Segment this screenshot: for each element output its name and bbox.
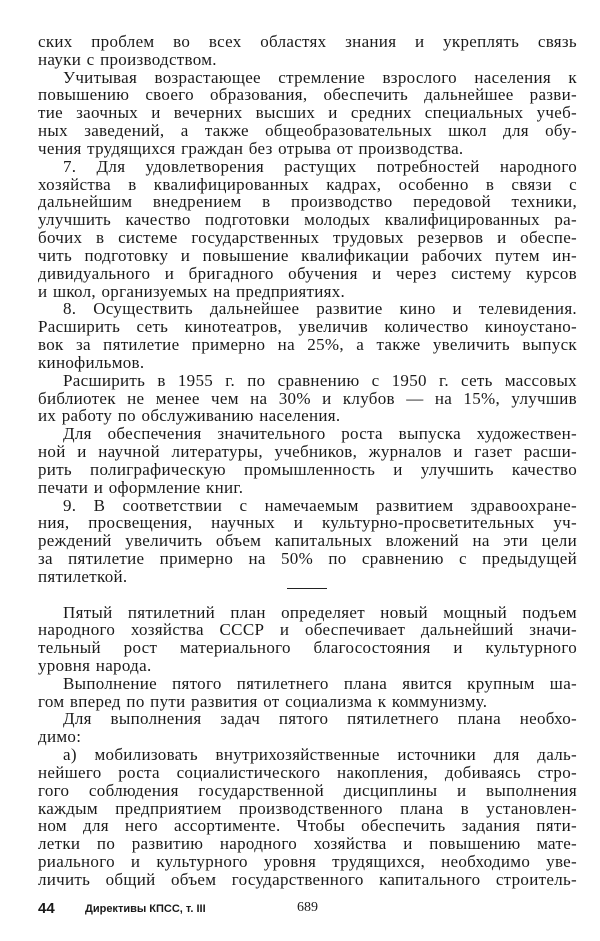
book-title: Директивы КПСС, т. III: [85, 903, 206, 915]
text-line: Для обеспечения значительного роста выпуска художествен-: [63, 424, 577, 444]
paragraph: [38, 158, 577, 301]
paragraph: [38, 675, 577, 711]
text-line: Расширить сеть кинотеатров, увеличив количество киноустано-: [38, 317, 577, 337]
paragraph: [38, 300, 577, 371]
text-line: улучшить качество подготовки молодых квалифицированных ра-: [38, 210, 577, 230]
text-line: науки с производством.: [38, 49, 217, 69]
text-line: печати и оформление книг.: [38, 477, 244, 497]
text-line: летки по развитию народного хозяйства и повышению мате-: [38, 834, 577, 854]
paragraph: [38, 746, 577, 889]
text-line: Учитывая возрастающее стремление взрослого населения к: [63, 67, 577, 87]
text-line: бочих в системе государственных трудовых резервов и обеспе-: [38, 228, 577, 248]
paragraph: [38, 497, 577, 586]
text-line: Пятый пятилетний план определяет новый мощный подъем: [63, 602, 577, 622]
text-line: чения трудящихся граждан без отрыва от производства.: [38, 138, 464, 158]
page-number: 689: [297, 900, 318, 915]
paragraph: [38, 710, 577, 746]
section-divider: [38, 586, 577, 604]
text-line: ния, просвещения, научных и культурно-просветительных уч-: [38, 513, 577, 533]
text-line: нейшего роста социалистического накопления, добиваясь стро-: [38, 762, 577, 782]
text-line: а) мобилизовать внутрихозяйственные источники для даль-: [63, 745, 577, 765]
text-line: тие заочных и вечерних высших и средних специальных учеб-: [38, 103, 577, 123]
text-line: Для выполнения задач пятого пятилетнего плана необхо-: [63, 709, 577, 729]
text-line: ном для него ассортименте. Чтобы обеспечить задания пяти-: [38, 816, 577, 836]
text-line: 7. Для удовлетворения растущих потребностей народного: [63, 156, 577, 176]
page-footer: [38, 900, 577, 918]
text-line: Расширить в 1955 г. по сравнению с 1950 г. сеть массовых: [63, 370, 577, 390]
text-line: ных заведений, а также общеобразовательных школ для обу-: [38, 121, 577, 141]
text-line: рить полиграфическую промышленность и улучшить качество: [38, 459, 577, 479]
text-line: 8. Осуществить дальнейшее развитие кино и телевидения.: [63, 299, 577, 319]
text-line: Выполнение пятого пятилетнего плана явится крупным ша-: [63, 673, 577, 693]
divider-rule: [287, 588, 327, 589]
text-line: уровня народа.: [38, 655, 152, 675]
text-line: реждений увеличить объем капитальных вложений на эти цели: [38, 531, 577, 551]
text-line: гом вперед по пути развития от социализма к коммунизму.: [38, 691, 488, 711]
text-line: библиотек не менее чем на 30% и клубов — на 15%, улучшив: [38, 388, 577, 408]
paragraph: [38, 69, 577, 158]
text-line: и школ, организуемых на предприятиях.: [38, 281, 346, 301]
text-line: чить подготовку и повышение квалификации рабочих путем ин-: [38, 245, 577, 265]
text-line: ских проблем во всех областях знания и укреплять связь: [38, 32, 577, 51]
text-line: гого соблюдения государственной дисциплины и выполнения: [38, 780, 577, 800]
text-line: дальнейшим внедрением в производство передовой техники,: [38, 192, 577, 212]
signature-mark: 44: [38, 900, 55, 917]
text-line: пятилеткой.: [38, 566, 128, 586]
text-line: каждым предприятием производственного плана в установлен-: [38, 798, 577, 818]
text-line: хозяйства в квалифицированных кадрах, особенно в связи с: [38, 174, 577, 194]
text-line: народного хозяйства СССР и обеспечивает дальнейший значи-: [38, 620, 577, 640]
text-line: личить общий объем государственного капитального строитель-: [38, 869, 577, 889]
text-line: кинофильмов.: [38, 352, 145, 372]
text-line: повышению своего образования, обеспечить дальнейшее разви-: [38, 85, 577, 105]
paragraph: [38, 425, 577, 496]
text-line: вок за пятилетие примерно на 25%, а также увеличить выпуск: [38, 335, 577, 355]
text-line: ной и научной литературы, учебников, журналов и газет расши-: [38, 442, 577, 462]
text-line: димо:: [38, 727, 82, 747]
text-line: 9. В соответствии с намечаемым развитием здравоохране-: [63, 495, 577, 515]
paragraph: [38, 372, 577, 425]
paragraph: [38, 604, 577, 675]
document-body: [38, 33, 577, 889]
text-line: тельный рост материального благосостояния и культурного: [38, 638, 577, 658]
text-line: их работу по обслуживанию населения.: [38, 406, 341, 426]
text-line: дивидуального и бригадного обучения и через систему курсов: [38, 263, 577, 283]
paragraph: [38, 33, 577, 69]
text-line: за пятилетие примерно на 50% по сравнению с предыдущей: [38, 549, 577, 569]
text-line: риального и культурного уровня трудящихся, необходимо уве-: [38, 852, 577, 872]
